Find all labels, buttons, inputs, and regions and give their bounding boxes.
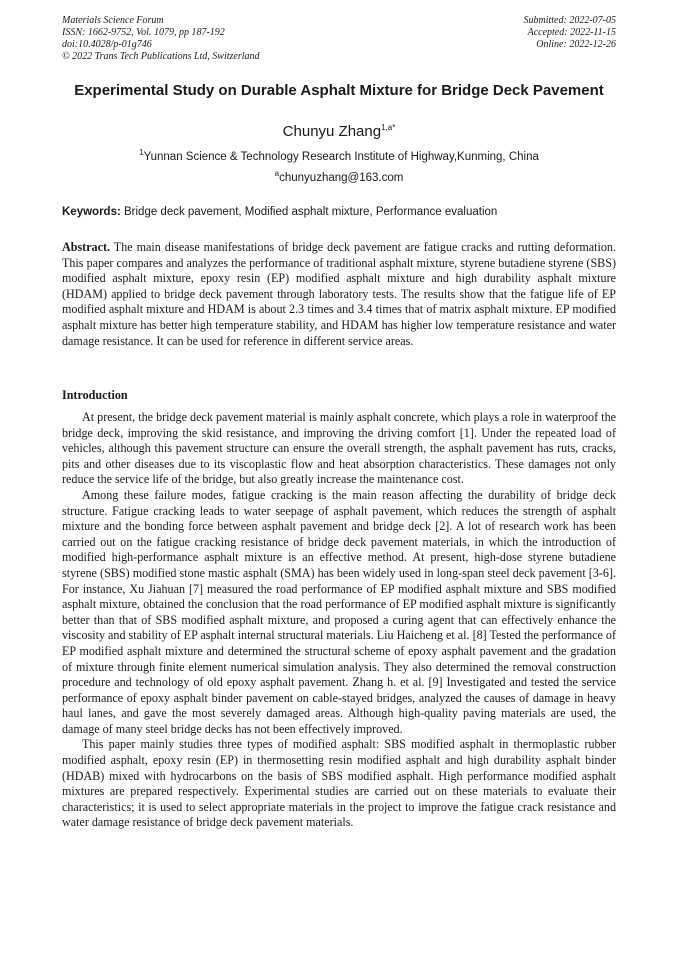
keywords-text: Bridge deck pavement, Modified asphalt mixture, Performance evaluation [120, 206, 498, 218]
journal-header-left [62, 15, 260, 63]
submitted-date: Submitted: 2022-07-05 [523, 15, 616, 26]
affiliation-text: Yunnan Science & Technology Research Institute of Highway,Kunming, China [143, 151, 539, 163]
affiliation [62, 148, 616, 163]
abstract-label: Abstract. [62, 240, 111, 254]
author-superscript: 1,a* [381, 123, 396, 132]
abstract-text: The main disease manifestations of bridge deck pavement are fatigue cracks and rutting deformation. This paper compares and analyzes the performance of traditional asphalt mixture, styrene butadiene styrene (SBS) modified asphalt mixture, epoxy resin (EP) modified asphalt mixture and high durability asphalt mixture (HDAM) applied to bridge deck pavement through laboratory tests. The results show that the fatigue life of EP modified asphalt mixture and HDAM is about 2.3 times and 3.4 times that of matrix asphalt mixture. EP modified asphalt mixture has better high temperature stability, and HDAM has higher low temperature resistance and water damage resistance. It can be used for reference in different service areas. [62, 240, 616, 348]
author-email [62, 169, 616, 184]
accepted-date: Accepted: 2022-11-15 [527, 27, 616, 38]
keywords [62, 206, 616, 218]
intro-paragraph: Among these failure modes, fatigue cracking is the main reason affecting the durability of bridge deck structure. Fatigue cracking leads to water seepage of asphalt pavement, which reduces the strength of asphalt mixture and the bonding force between asphalt pavement and bridge deck [2]. A lot of research work has been carried out on the fatigue cracking resistance of bridge deck pavement materials, in which the introduction of modified high-performance asphalt mixture is an effective method. At present, high-dose styrene butadiene styrene (SBS) modified stone mastic asphalt (SMA) has been widely used in long-span steel deck pavement [3-6]. For instance, Xu Jiahuan [7] measured the road performance of EP modified asphalt mixture and SBS modified asphalt mixture, obtained the conclusion that the road performance of EP modified asphalt mixture is significantly better than that of SBS modified asphalt mixture, and proposed a curing agent that can effectively enhance the viscosity and stability of EP asphalt internal structural materials. Liu Haicheng et al. [8] Tested the performance of EP modified asphalt mixture and determined the structural scheme of epoxy asphalt pavement and the gradation of mixture through finite element numerical simulation analysis. They also determined the removal construction procedure and technology of old epoxy asphalt pavement. Zhang h. et al. [9] Investigated and tested the service performance of epoxy asphalt binder pavement on cable-stayed bridges, analyzed the causes of damage in heavy haul lanes, and gave the most severely damaged areas. Although high-quality paving materials are used, the damage of many steel bridge decks has not been effectively improved. [62, 487, 616, 736]
intro-paragraph: At present, the bridge deck pavement material is mainly asphalt concrete, which plays a role in waterproof the bridge deck, improving the skid resistance, and improving the driving comfort [1]. Under the repeated load of vehicles, although this pavement structure can ensure the overall strength, the asphalt pavement has ruts, cracks, pits and other diseases due to its viscoplastic flow and heat absorption characteristics. These damages not only reduce the service life of the bridge, but also greatly increase the maintenance cost. [62, 410, 616, 487]
paper-title: Experimental Study on Durable Asphalt Mixture for Bridge Deck Pavement [74, 82, 604, 99]
journal-header-right [524, 15, 617, 51]
introduction-heading: Introduction [62, 388, 128, 402]
author-name: Chunyu Zhang [282, 123, 382, 140]
online-date: Online: 2022-12-26 [536, 39, 616, 50]
journal-name: Materials Science Forum [62, 15, 164, 26]
affiliation-superscript: 1 [139, 148, 144, 158]
journal-issn: ISSN: 1662-9752, Vol. 1079, pp 187-192 [62, 27, 225, 38]
keywords-label: Keywords: [62, 206, 121, 218]
journal-copyright: © 2022 Trans Tech Publications Ltd, Switzerland [62, 51, 260, 62]
email-text[interactable]: chunyuzhang@163.com [279, 172, 404, 184]
intro-paragraph: This paper mainly studies three types of modified asphalt: SBS modified asphalt in thermoplastic rubber modified asphalt, epoxy resin (EP) in thermosetting resin modified asphalt and high durability asphalt binder (HDAB) mixed with hydrocarbons on the basis of SBS modified asphalt. High performance modified asphalt mixtures are prepared respectively. Experimental studies are carried out on these materials to evaluate their characteristics; it is used to select appropriate materials in the project to improve the fatigue crack resistance and water damage resistance of bridge deck pavement materials. [62, 737, 616, 830]
author-line [62, 123, 616, 140]
introduction-body [62, 410, 616, 831]
journal-doi[interactable]: doi:10.4028/p-01g746 [62, 39, 152, 50]
abstract [62, 240, 616, 349]
email-superscript: a [274, 169, 280, 179]
